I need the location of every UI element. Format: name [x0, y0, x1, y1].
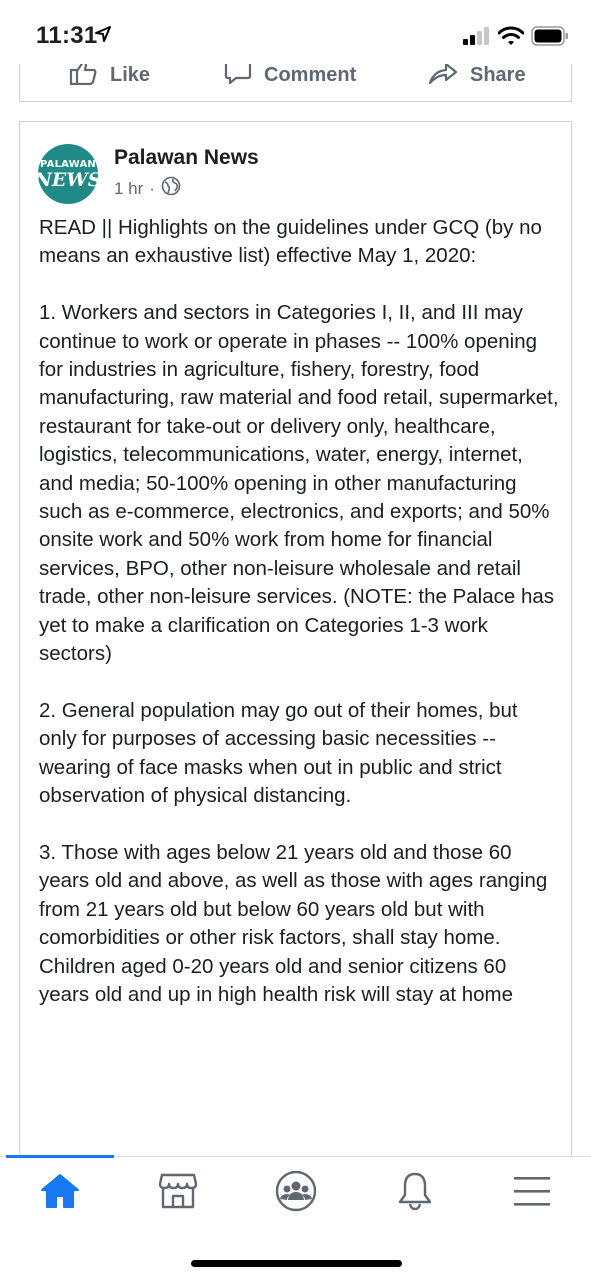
status-time: 11:31 [36, 22, 98, 49]
post-paragraph: 3. Those with ages below 21 years old and those 60 years old and above, as well as those with ages ranging from 21 years old but below 60 years old but with comorbidities or other risk factors, shall stay home. Children aged 0-20 years old and senior citizens 60 years old and up in high health risk will stay at home [39, 840, 548, 1006]
active-tab-indicator [6, 1155, 114, 1158]
post-body [39, 214, 559, 1038]
share-label: Share [470, 63, 526, 86]
battery-icon [531, 26, 569, 51]
post-paragraph: READ || Highlights on the guidelines under GCQ (by no means an exhaustive list) effective May 1, 2020: [39, 216, 542, 268]
like-button[interactable] [68, 60, 150, 90]
bell-icon [397, 1171, 433, 1216]
avatar-text-line2: NEWS [34, 168, 102, 191]
groups-icon [275, 1170, 317, 1217]
post-card [19, 121, 572, 1172]
post-paragraph: 2. General population may go out of their homes, but only for purposes of accessing basic necessities -- wearing of face masks when out in public and strict observation of physical distancing. [39, 698, 518, 808]
tab-menu[interactable] [502, 1173, 562, 1213]
like-label: Like [110, 63, 151, 86]
post-paragraph: 1. Workers and sectors in Categories I, II, and III may continue to work or operate in phases -- 100% opening for industries in agriculture, fishery, forestry, food manufacturing, raw material and food retail, supermarket, restaurant for take-out or delivery only, healthcare, logistics, telecommunications, water, energy, internet, and media; 50-100% opening in other manufacturing such as e-commerce, electronics, and exports; and 50% onsite work and 50% work from home for financial services, BPO, other non-leisure wholesale and retail trade, other non-leisure services. (NOTE: the Palace has yet to make a clarification on Categories 1-3 work sectors) [39, 301, 559, 666]
meta-separator: · [149, 178, 155, 198]
wifi-icon [498, 26, 524, 51]
avatar-text-line1: PALAWAN [40, 158, 96, 170]
home-icon [40, 1173, 80, 1214]
post-actions [20, 60, 571, 90]
post-time[interactable]: 1 hr [114, 178, 144, 198]
share-button[interactable] [428, 60, 526, 90]
marketplace-icon [158, 1172, 198, 1215]
comment-label: Comment [264, 63, 357, 86]
home-indicator-bar [191, 1260, 402, 1267]
cellular-signal-icon [463, 27, 491, 50]
globe-icon [161, 176, 181, 201]
tab-notifications[interactable] [385, 1173, 445, 1213]
hamburger-menu-icon [513, 1175, 551, 1212]
tab-home[interactable] [30, 1173, 90, 1213]
tab-marketplace[interactable] [148, 1173, 208, 1213]
page-avatar[interactable] [34, 144, 102, 204]
status-bar [0, 0, 591, 64]
comment-button[interactable] [224, 60, 356, 90]
post-meta [114, 176, 181, 201]
tab-groups[interactable] [266, 1173, 326, 1213]
location-arrow-icon [94, 25, 112, 48]
page-name[interactable]: Palawan News [114, 146, 259, 169]
